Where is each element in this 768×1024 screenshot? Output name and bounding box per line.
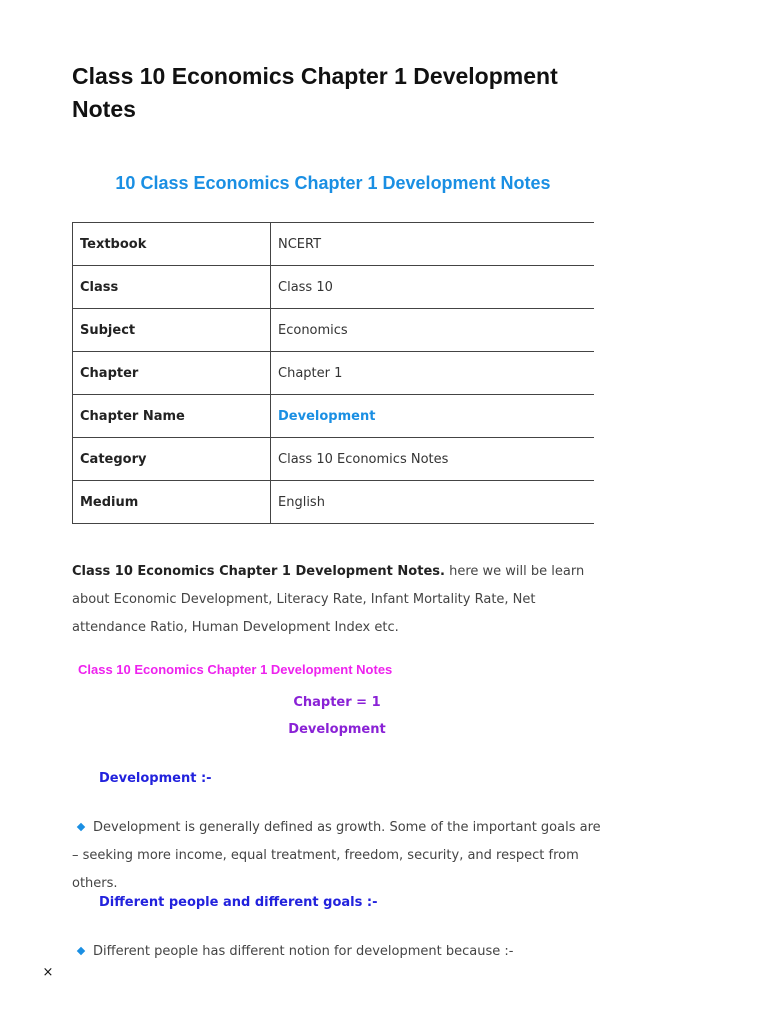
intro-lead: Class 10 Economics Chapter 1 Development Notes. xyxy=(72,564,445,579)
info-table xyxy=(72,222,594,524)
table-cell-value: Chapter 1 xyxy=(271,352,595,395)
table-cell-value xyxy=(271,395,595,438)
close-icon[interactable]: × xyxy=(42,965,54,980)
table-cell-label: Class xyxy=(73,266,271,309)
goals-heading: Different people and different goals :- xyxy=(99,895,378,910)
table-cell-label: Medium xyxy=(73,481,271,524)
table-row xyxy=(73,309,595,352)
table-row xyxy=(73,352,595,395)
table-row xyxy=(73,481,595,524)
bullet-icon xyxy=(77,946,85,954)
chapter-name-link[interactable]: Development xyxy=(278,408,376,424)
table-cell-label: Category xyxy=(73,438,271,481)
chapter-title: Development xyxy=(288,722,386,737)
table-row xyxy=(73,223,595,266)
intro-paragraph xyxy=(72,558,602,642)
section-heading: 10 Class Economics Chapter 1 Development Notes xyxy=(115,173,551,193)
bullet-text: Different people has different notion for development because :- xyxy=(93,944,514,959)
intro-text: here we will be learn about Economic Development, Literacy Rate, Infant Mortality Rate, Net attendance Ratio, Human Development Index etc. xyxy=(72,564,585,635)
table-cell-value: NCERT xyxy=(271,223,595,266)
table-cell-label: Chapter xyxy=(73,352,271,395)
table-cell-value: Class 10 Economics Notes xyxy=(271,438,595,481)
table-row xyxy=(73,438,595,481)
list-item xyxy=(72,814,602,898)
chapter-label: Chapter = 1 xyxy=(293,695,381,710)
table-row xyxy=(73,395,595,438)
table-cell-value: Class 10 xyxy=(271,266,595,309)
article-title: Class 10 Economics Chapter 1 Development Notes xyxy=(72,63,558,122)
list-item xyxy=(72,938,602,966)
table-cell-value: English xyxy=(271,481,595,524)
development-heading: Development :- xyxy=(99,771,212,786)
table-cell-label: Textbook xyxy=(73,223,271,266)
table-cell-label: Chapter Name xyxy=(73,395,271,438)
bullet-text: Development is generally defined as growth. Some of the important goals are – seeking more income, equal treatment, freedom, security, and respect from others. xyxy=(72,820,601,891)
bullet-icon xyxy=(77,822,85,830)
notes-banner: Class 10 Economics Chapter 1 Development Notes xyxy=(78,662,393,677)
table-cell-label: Subject xyxy=(73,309,271,352)
table-row xyxy=(73,266,595,309)
table-cell-value: Economics xyxy=(271,309,595,352)
